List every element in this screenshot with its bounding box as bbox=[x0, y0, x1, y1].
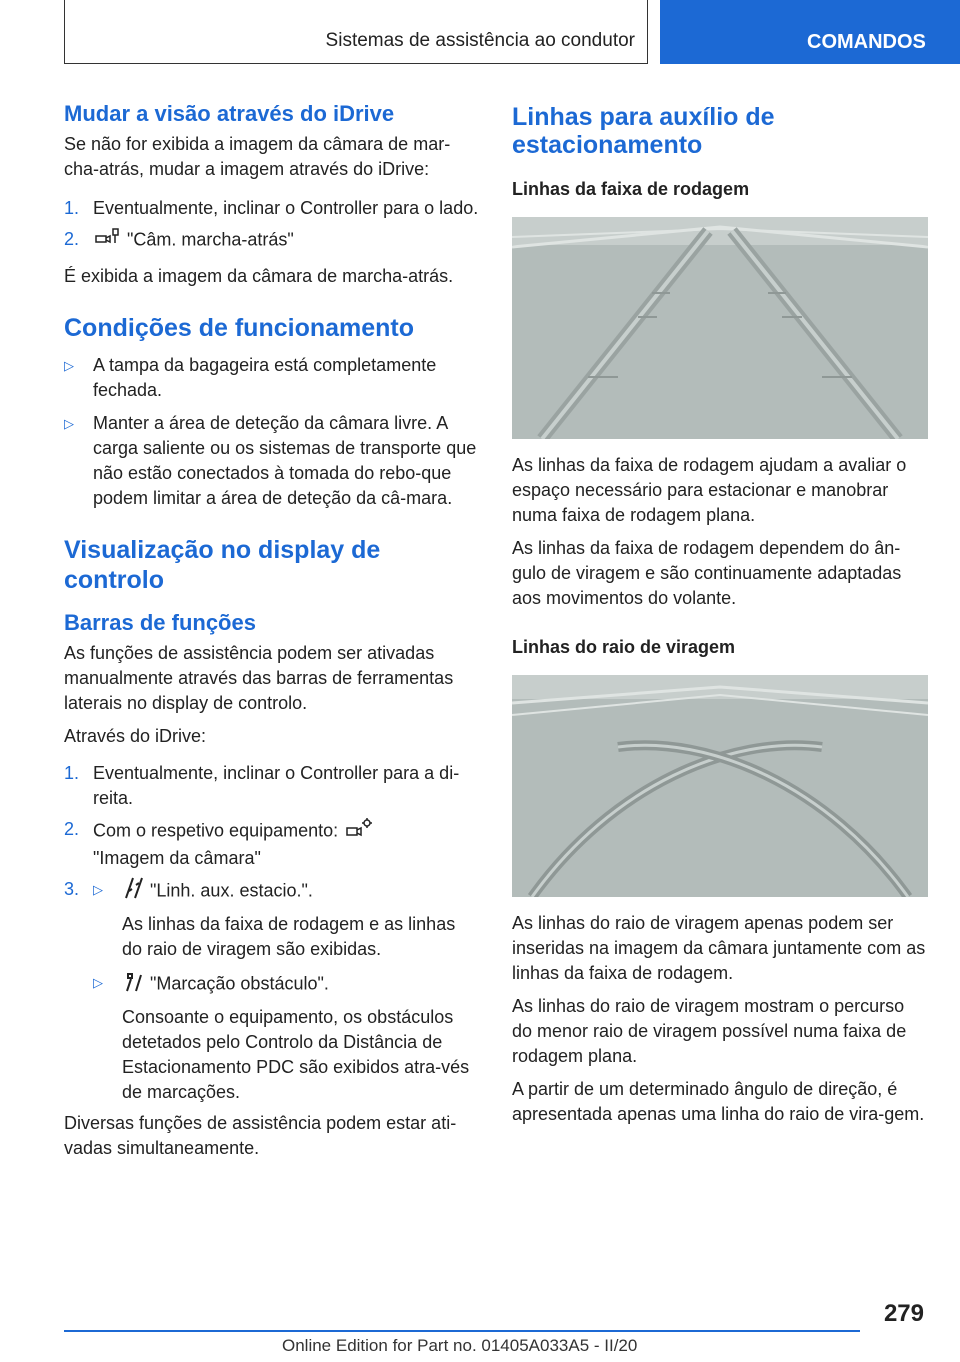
paragraph-mudar: Se não for exibida a imagem da câmara de mar-cha-atrás, mudar a imagem através do iDrive: bbox=[64, 134, 451, 179]
header-box bbox=[64, 0, 648, 64]
list-item bbox=[64, 353, 480, 403]
list-item bbox=[64, 877, 480, 906]
condition-text: A tampa da bagageira está completamente fechada. bbox=[93, 355, 437, 400]
step-text: Com o respetivo equipamento: bbox=[93, 820, 339, 841]
step-number: 3. bbox=[64, 879, 80, 899]
list-item bbox=[64, 227, 480, 254]
heading-visualizacao: Visualização no display de controlo bbox=[64, 536, 381, 594]
tab-comandos[interactable]: COMANDOS bbox=[660, 0, 960, 64]
triangle-bullet-icon: ▷ bbox=[93, 882, 103, 897]
paragraph-raio-1: As linhas do raio de viragem apenas podem ser inseridas na imagem da câmara juntamente com as linhas da faixa de rodagem. bbox=[512, 913, 926, 983]
paragraph-faixa-1: As linhas da faixa de rodagem ajudam a avaliar o espaço necessário para estacionar e manobrar numa faixa de rodagem plana. bbox=[512, 455, 907, 525]
camera-settings-icon bbox=[345, 817, 373, 846]
triangle-bullet-icon: ▷ bbox=[64, 358, 74, 373]
paragraph-exibida: É exibida a imagem da câmara de marcha-atrás. bbox=[64, 266, 454, 286]
left-column bbox=[64, 100, 480, 1161]
option-description: As linhas da faixa de rodagem e as linhas do raio de viragem são exibidas. bbox=[122, 914, 456, 959]
heading-linhas-auxilio: Linhas para auxílio de estacionamento bbox=[512, 103, 775, 159]
list-item bbox=[64, 970, 480, 999]
list-item bbox=[64, 411, 480, 511]
step-number: 2. bbox=[64, 229, 80, 249]
page-number: 279 bbox=[883, 1300, 924, 1327]
paragraph-raio-3: A partir de um determinado ângulo de direção, é apresentada apenas uma linha do raio de vira-gem. bbox=[512, 1079, 925, 1124]
paragraph-raio-2: As linhas do raio de viragem mostram o percurso do menor raio de viragem possível numa faixa de rodagem plana. bbox=[512, 996, 907, 1066]
paragraph-barras: As funções de assistência podem ser ativadas manualmente através das barras de ferramentas laterais no display de controlo. bbox=[64, 643, 454, 713]
list-item bbox=[64, 1005, 480, 1105]
list-item bbox=[64, 761, 480, 811]
step-text: "Câm. marcha-atrás" bbox=[127, 229, 294, 250]
option-description: Consoante o equipamento, os obstáculos detetados pelo Controlo da Distância de Estacionamento PDC são exibidos atra-vés de marcações. bbox=[122, 1007, 470, 1102]
turning-radius-camera-image bbox=[512, 675, 928, 897]
step-text: Eventualmente, inclinar o Controller para o lado. bbox=[93, 198, 479, 218]
lane-lines-camera-image bbox=[512, 217, 928, 439]
step-number: 2. bbox=[64, 819, 80, 839]
step-number: 1. bbox=[64, 198, 80, 218]
parking-lines-icon bbox=[124, 877, 144, 906]
footer-divider bbox=[64, 1330, 860, 1332]
step-text: Eventualmente, inclinar o Controller para a di-reita. bbox=[93, 763, 460, 808]
condition-text: Manter a área de deteção da câmara livre. A carga saliente ou os sistemas de transporte que não estão conectados à tomada do rebo-que podem limitar a área de deteção da câ-mara. bbox=[93, 413, 477, 508]
option-label: "Marcação obstáculo". bbox=[150, 973, 329, 994]
triangle-bullet-icon: ▷ bbox=[64, 416, 74, 431]
heading-raio: Linhas do raio de viragem bbox=[512, 637, 736, 657]
footer-edition: Online Edition for Part no. 01405A033A5 - II/20 bbox=[282, 1336, 638, 1355]
right-column bbox=[512, 100, 928, 1127]
list-item bbox=[64, 196, 480, 221]
list-item bbox=[64, 817, 480, 871]
triangle-bullet-icon: ▷ bbox=[93, 975, 103, 990]
rear-camera-icon bbox=[95, 227, 121, 254]
list-item bbox=[64, 912, 480, 962]
section-title: Sistemas de assistência ao condutor bbox=[325, 30, 635, 51]
paragraph-diversas: Diversas funções de assistência podem estar ati-vadas simultaneamente. bbox=[64, 1113, 457, 1158]
step-number: 1. bbox=[64, 763, 80, 783]
heading-condicoes: Condições de funcionamento bbox=[64, 314, 415, 342]
step-text: "Imagem da câmara" bbox=[93, 848, 261, 868]
obstacle-marking-icon bbox=[124, 970, 144, 999]
option-label: "Linh. aux. estacio.". bbox=[150, 880, 313, 901]
paragraph-atraves: Através do iDrive: bbox=[64, 726, 207, 746]
paragraph-faixa-2: As linhas da faixa de rodagem dependem do ân-gulo de viragem e são continuamente adaptadas aos movimentos do volante. bbox=[512, 538, 902, 608]
heading-barras: Barras de funções bbox=[64, 610, 256, 635]
heading-mudar-visao: Mudar a visão através do iDrive bbox=[64, 101, 395, 126]
heading-faixa: Linhas da faixa de rodagem bbox=[512, 179, 750, 199]
